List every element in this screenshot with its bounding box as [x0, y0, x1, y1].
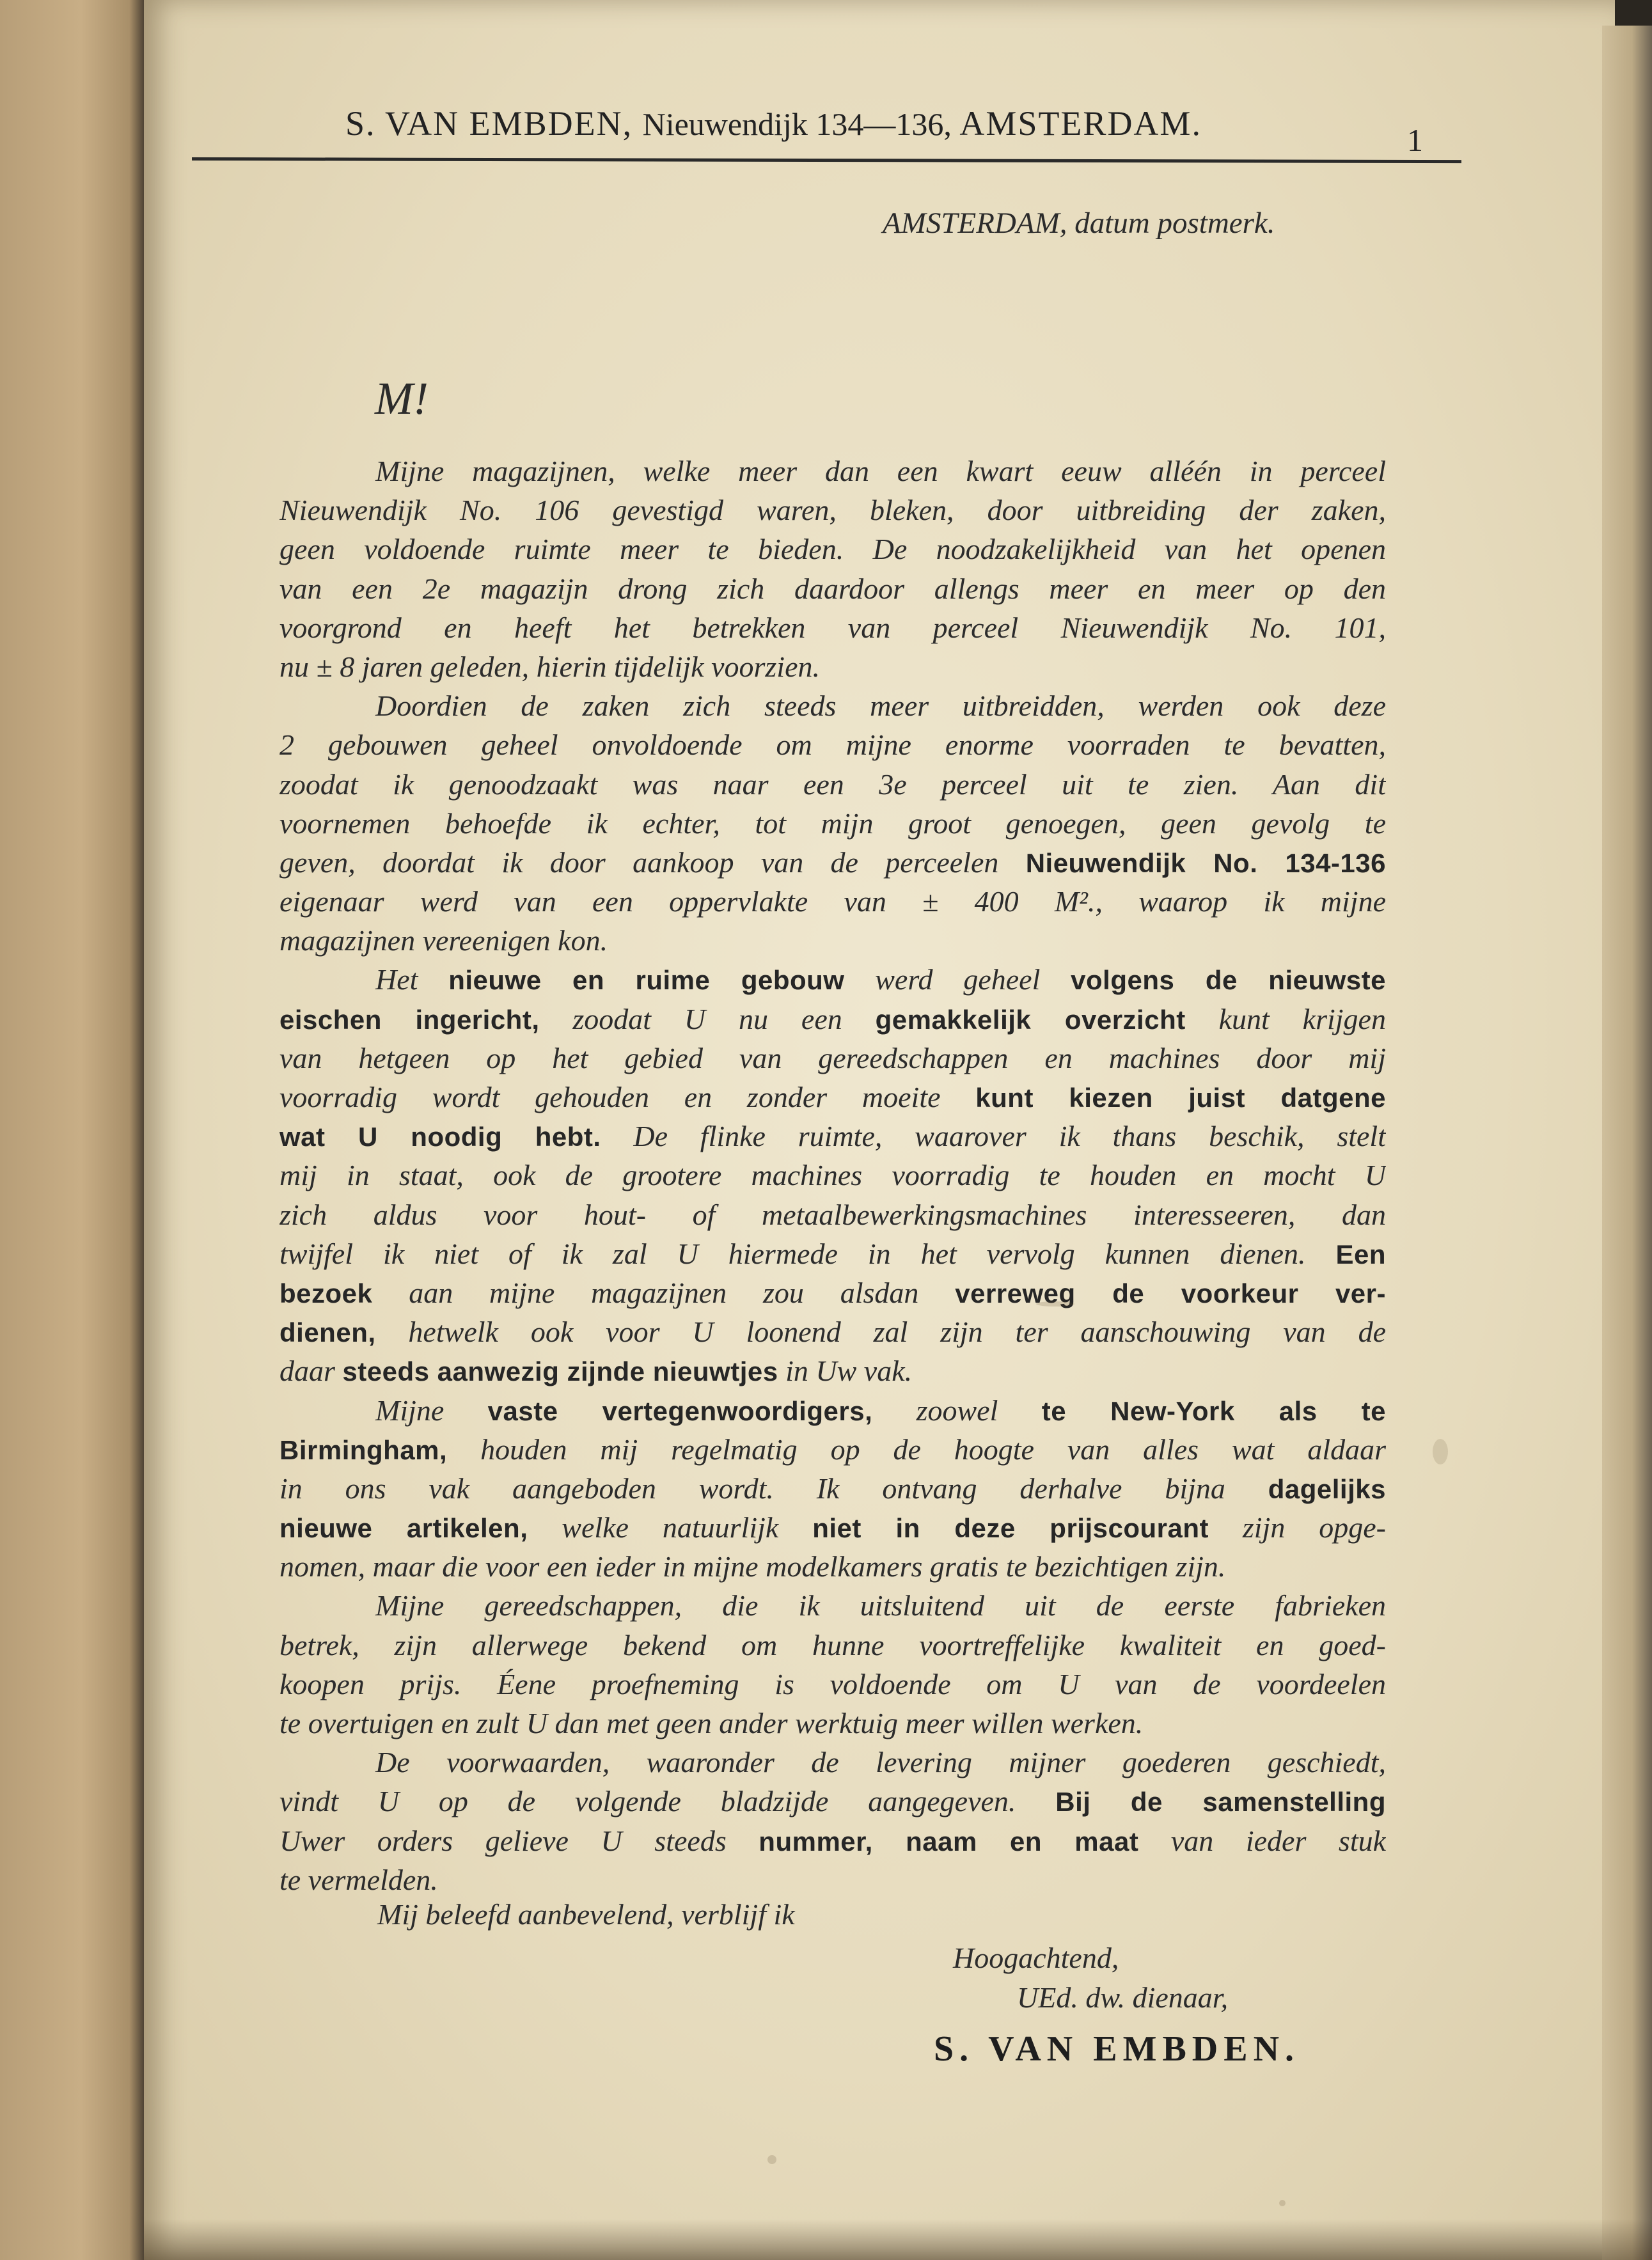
- text-segment: twijfel ik niet of ik zal U hiermede in het vervolg kunnen dienen.: [279, 1237, 1336, 1270]
- text-line: [279, 1547, 1386, 1586]
- bold-phrase: kunt kiezen juist datgene: [975, 1083, 1386, 1113]
- text-line: [279, 804, 1386, 843]
- text-line: [279, 765, 1386, 804]
- bold-phrase: nieuwe en ruime gebouw: [448, 965, 845, 996]
- text-segment: betrek, zijn allerwege bekend om hunne voortreffelijke kwaliteit en goed-: [279, 1628, 1386, 1661]
- firm-name: S. VAN EMBDEN,: [345, 104, 633, 143]
- text-segment: werd geheel: [844, 963, 1071, 996]
- letter-body: [279, 451, 1386, 1899]
- bold-phrase: Birmingham,: [279, 1434, 448, 1465]
- bold-phrase: dagelijks: [1268, 1473, 1386, 1504]
- page-number: 1: [1407, 122, 1423, 158]
- text-line: [279, 1156, 1386, 1195]
- text-line: [279, 569, 1386, 608]
- text-line: [279, 882, 1386, 921]
- text-segment: geen voldoende ruimte meer te bieden. De noodzakelijkheid van het openen: [279, 533, 1386, 566]
- text-segment: De flinke ruimte, waarover ik thans beschik, stelt: [601, 1120, 1386, 1153]
- bold-phrase: bezoek: [279, 1278, 373, 1308]
- text-segment: 2 gebouwen geheel onvoldoende om mijne enorme voorraden te bevatten,: [279, 728, 1386, 762]
- page-stack-edge: [1602, 26, 1652, 2260]
- text-line: [279, 843, 1386, 882]
- text-segment: van hetgeen op het gebied van gereedschappen en machines door mij: [279, 1041, 1386, 1074]
- text-segment: houden mij regelmatig op de hoogte van alles wat aldaar: [447, 1432, 1386, 1466]
- text-segment: nomen, maar die voor een ieder in mijne modelkamers gratis te bezichtigen zijn.: [279, 1550, 1226, 1583]
- text-segment: koopen prijs. Éene proefneming is voldoende om U van de voordeelen: [279, 1667, 1386, 1700]
- text-line: [279, 490, 1386, 530]
- text-segment: te overtuigen en zult U dan met geen ander werktuig meer willen werken.: [279, 1707, 1144, 1739]
- text-segment: in Uw vak.: [778, 1354, 913, 1388]
- bold-phrase: gemakkelijk overzicht: [875, 1004, 1186, 1035]
- text-segment: geven, doordat ik door aankoop van de perceelen: [279, 845, 1026, 879]
- text-line: [279, 608, 1386, 647]
- text-segment: zoodat U nu een: [539, 1002, 876, 1035]
- text-segment: eigenaar werd van een oppervlakte van ± 400 M²., waarop ik mijne: [279, 885, 1386, 918]
- text-line: [279, 647, 1386, 686]
- signature: S. VAN EMBDEN.: [934, 2029, 1300, 2069]
- bold-phrase: nummer, naam en maat: [759, 1826, 1139, 1856]
- text-segment: zoodat ik genoodzaakt was naar een 3e perceel uit te zien. Aan dit: [279, 767, 1386, 801]
- text-line: [279, 1234, 1386, 1273]
- dateline: AMSTERDAM, datum postmerk.: [883, 207, 1275, 240]
- text-segment: daar: [279, 1354, 343, 1388]
- bold-phrase: nieuwe artikelen,: [279, 1513, 528, 1544]
- text-line: [279, 530, 1386, 569]
- valediction: Hoogachtend,: [953, 1942, 1119, 1974]
- bold-phrase: vaste vertegenwoordigers,: [487, 1395, 873, 1426]
- text-line: [279, 1665, 1386, 1704]
- closing-line: Mij beleefd aanbevelend, verblijf ik: [377, 1898, 795, 1931]
- text-segment: welke natuurlijk: [528, 1511, 813, 1544]
- text-line: [279, 1273, 1386, 1312]
- text-line: [279, 1117, 1386, 1156]
- text-line: [279, 921, 1386, 960]
- bold-phrase: wat U noodig hebt.: [279, 1122, 601, 1152]
- text-line: [279, 1743, 1386, 1782]
- bold-phrase: Nieuwendijk No. 134-136: [1025, 847, 1386, 878]
- text-line: [279, 1039, 1386, 1078]
- text-line: [279, 1626, 1386, 1665]
- text-segment: Nieuwendijk No. 106 gevestigd waren, bleken, door uitbreiding der zaken,: [279, 494, 1386, 527]
- text-segment: nu ± 8 jaren geleden, hierin tijdelijk voorzien.: [279, 650, 820, 683]
- text-segment: Doordien de zaken zich steeds meer uitbreidden, werden ook deze: [375, 689, 1386, 723]
- text-segment: De voorwaarden, waaronder de levering mijner goederen geschiedt,: [375, 1746, 1386, 1779]
- street-address: Nieuwendijk 134—136,: [642, 106, 952, 142]
- bold-phrase: te New-York als te: [1041, 1395, 1386, 1426]
- text-segment: vindt U op de volgende bladzijde aangegeven.: [279, 1785, 1056, 1818]
- text-segment: voorgrond en heeft het betrekken van perceel Nieuwendijk No. 101,: [279, 611, 1386, 644]
- bold-phrase: niet in deze prijscourant: [812, 1513, 1209, 1544]
- text-line: [279, 1078, 1386, 1117]
- text-line: [279, 1860, 1386, 1899]
- text-segment: van een 2e magazijn drong zich daardoor allengs meer en meer op den: [279, 572, 1386, 605]
- text-line: [279, 725, 1386, 764]
- text-line: [279, 1000, 1386, 1039]
- paper-stain: [1036, 1301, 1074, 1307]
- paper-speck: [1279, 2200, 1286, 2206]
- text-line: [279, 1312, 1386, 1351]
- text-segment: voorradig wordt gehouden en zonder moeite: [279, 1081, 976, 1113]
- text-segment: zich aldus voor hout- of metaalbewerkingsmachines interesseeren, dan: [279, 1198, 1386, 1231]
- text-segment: Het: [375, 963, 449, 996]
- city-name: AMSTERDAM.: [959, 104, 1202, 143]
- text-line: [279, 1351, 1386, 1390]
- paper-stain: [1433, 1439, 1448, 1464]
- text-segment: mij in staat, ook de grootere machines voorradig te houden en mocht U: [279, 1159, 1386, 1192]
- text-line: [279, 1195, 1386, 1234]
- text-line: [279, 960, 1386, 999]
- bold-phrase: Bij de samenstelling: [1055, 1787, 1386, 1817]
- text-line: [279, 1586, 1386, 1625]
- bold-phrase: steeds aanwezig zijnde nieuwtjes: [342, 1356, 778, 1387]
- text-segment: magazijnen vereenigen kon.: [279, 924, 608, 957]
- text-line: [279, 1430, 1386, 1469]
- text-segment: kunt krijgen: [1185, 1002, 1386, 1035]
- text-segment: van ieder stuk: [1138, 1824, 1386, 1857]
- text-line: [279, 1704, 1386, 1743]
- text-segment: te vermelden.: [279, 1863, 438, 1896]
- bold-phrase: dienen,: [279, 1317, 376, 1348]
- text-segment: Mijne gereedschappen, die ik uitsluitend uit de eerste fabrieken: [375, 1589, 1386, 1622]
- text-line: [279, 1391, 1386, 1430]
- text-line: [279, 1782, 1386, 1821]
- bold-phrase: eischen ingericht,: [279, 1004, 540, 1035]
- text-segment: in ons vak aangeboden wordt. Ik ontvang derhalve bijna: [279, 1471, 1268, 1505]
- bold-phrase: verreweg de voorkeur ver-: [955, 1278, 1386, 1308]
- bold-phrase: Een: [1335, 1239, 1386, 1269]
- salutation: M!: [375, 373, 429, 424]
- text-line: [279, 1508, 1386, 1547]
- text-segment: Mijne: [375, 1393, 488, 1427]
- text-segment: zijn opge-: [1209, 1511, 1386, 1544]
- text-segment: voornemen behoefde ik echter, tot mijn groot genoegen, geen gevolg te: [279, 806, 1386, 840]
- text-line: [279, 686, 1386, 725]
- bold-phrase: volgens de nieuwste: [1071, 965, 1386, 996]
- text-segment: hetwelk ook voor U loonend zal zijn ter aanschouwing van de: [375, 1315, 1386, 1349]
- text-line: [279, 1469, 1386, 1508]
- servant-line: UEd. dw. dienaar,: [1017, 1981, 1229, 2014]
- text-segment: Uwer orders gelieve U steeds: [279, 1824, 759, 1857]
- text-segment: zoowel: [872, 1393, 1042, 1427]
- paper-speck: [767, 2155, 776, 2164]
- text-segment: Mijne magazijnen, welke meer dan een kwart eeuw alléén in perceel: [375, 455, 1386, 487]
- text-segment: aan mijne magazijnen zou alsdan: [372, 1276, 956, 1309]
- running-head: [345, 104, 1202, 143]
- text-line: [279, 1821, 1386, 1860]
- text-line: [279, 451, 1386, 490]
- book-spine-edge: [0, 0, 147, 2260]
- page-bottom-shadow: [144, 2219, 1652, 2260]
